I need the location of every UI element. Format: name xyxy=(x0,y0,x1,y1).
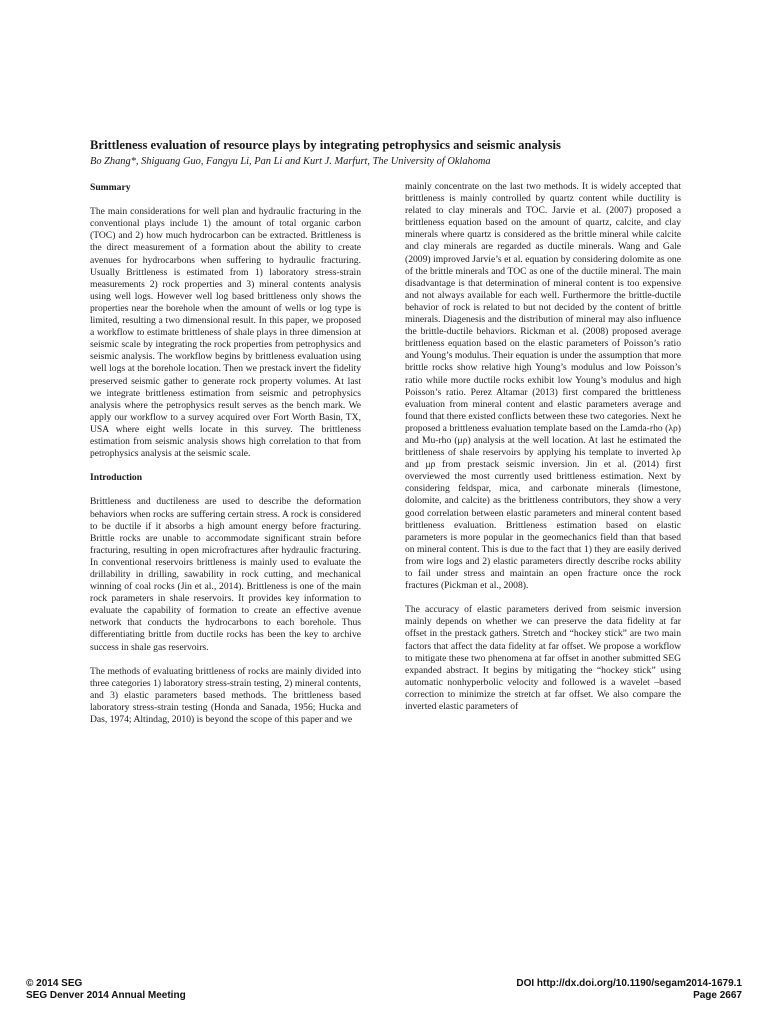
left-column xyxy=(90,182,361,726)
right-column xyxy=(405,181,681,713)
page-number: Page 2667 xyxy=(693,990,742,1001)
introduction-paragraph-2: The methods of evaluating brittleness of rocks are mainly divided into three categories 1) laboratory stress-strain testing, 2) mineral contents, and 3) elastic parameters based methods. The brittleness based laboratory stress-strain testing (Honda and Sanada, 1956; Hucka and Das, 1974; Altindag, 2010) is beyond the scope of this paper and we xyxy=(90,665,361,726)
copyright-text: © 2014 SEG xyxy=(26,978,83,989)
right-paragraph-2: The accuracy of elastic parameters derived from seismic inversion mainly depends on whether we can preserve the data fidelity at far offset in the prestack gathers. Stretch and “hockey stick” are two main factors that affect the data fidelity at far offset. We propose a workflow to mitigate these two phenomena at far offset in another submitted SEG expanded abstract. It begins by mitigating the “hockey stick” using automatic nonhyperbolic velocity and followed is a wavelet –based correction to minimize the stretch at far offset. We also compare the inverted elastic parameters of xyxy=(405,604,681,713)
introduction-paragraph-1: Brittleness and ductileness are used to describe the deformation behaviors when rocks are suffering certain stress. A rock is considered to be ductile if it absorbs a high amount energy before fracturing. Brittle rocks are unable to accommodate significant strain before fracturing, resulting in open microfractures after hydraulic fracturing. In conventional reservoirs brittleness is mainly used to evaluate the drillability in drilling, sawability in rock cutting, and mechanical winning of coal rocks (Jin et al., 2014). Brittleness is one of the main rock parameters in shale reservoirs. It provides key information to evaluate the capability of formation to create an effective avenue network that conducts the hydrocarbons to each borehole. Thus differentiating brittle from ductile rocks has been the key to archive success in shale gas reservoirs. xyxy=(90,496,361,653)
right-paragraph-1: mainly concentrate on the last two methods. It is widely accepted that brittleness is mainly controlled by quartz content while ductility is related to clay minerals and TOC. Jarvie et al. (2007) proposed a brittleness equation based on the amount of quartz, calcite, and clay minerals where quartz is considered as the brittle mineral while calcite and clay minerals are regarded as ductile minerals. Wang and Gale (2009) improved Jarvie’s et al. equation by considering dolomite as one of the brittle minerals and TOC as one of the ductile mineral. The main disadvantage is that determination of mineral content is too expensive and not always available for each well. Furthermore the brittle-ductile behavior of rock is related to but not decided by the content of brittle minerals. Diagenesis and the distribution of mineral may also influence the brittle-ductile behaviors. Rickman et al. (2008) proposed average brittleness equation based on the elastic parameters of Poisson’s ratio and Young’s modulus. Their equation is under the assumption that more brittle rocks show relative high Young’s modulus and low Poisson’s ratio while more ductile rocks exhibit low Young’s modulus and high Poisson’s ratio. Perez Altamar (2013) first compared the brittleness evaluation from mineral content and elastic parameters average and found that there existed conflicts between these two categories. Next he proposed a brittleness evaluation template based on the Lamda-rho (λρ) and Mu-rho (μρ) analysis at the well location. At last he estimated the brittleness of shale reservoirs by applying his template to inverted λρ and μρ from prestack seismic inversion. Jin et al. (2014) first overviewed the most currently used brittleness estimation. Next by considering feldspar, mica, and carbonate minerals (limestone, dolomite, and calcite) as the brittleness contributors, they show a very good correlation between elastic parameters and mineral content based brittleness evaluation. Brittleness estimation based on elastic parameters is more popular in the geomechanics field than that based on mineral content. This is due to the fact that 1) they are easily derived from wire logs and 2) elastic parameters directly describe rocks ability to fail under stress and maintain an open fracture once the rock fractures (Pickman et al., 2008). xyxy=(405,181,681,592)
summary-heading: Summary xyxy=(90,182,131,193)
paper-title: Brittleness evaluation of resource plays by integrating petrophysics and seismic analysis xyxy=(90,138,561,152)
footer-left xyxy=(26,978,186,1002)
introduction-heading: Introduction xyxy=(90,472,143,484)
author-line: Bo Zhang*, Shiguang Guo, Fangyu Li, Pan Li and Kurt J. Marfurt, The University of Oklahoma xyxy=(90,156,491,167)
meeting-name: SEG Denver 2014 Annual Meeting xyxy=(26,990,186,1001)
doi-link[interactable]: DOI http://dx.doi.org/10.1190/segam2014-1679.1 xyxy=(516,978,742,989)
summary-paragraph: The main considerations for well plan and hydraulic fracturing in the conventional plays include 1) the amount of total organic carbon (TOC) and 2) how much hydrocarbon can be extracted. Brittleness is the direct measurement of a formation about the ability to create avenues for hydrocarbons when suffering to hydraulic fracturing. Usually Brittleness is estimated from 1) laboratory stress-strain measurements 2) rock properties and 3) mineral contents analysis using well logs. However well log based brittleness only shows the properties near the borehole when the amount of wells or log type is limited, resulting a two dimensional result. In this paper, we proposed a workflow to estimate brittleness of shale plays in three dimension at seismic scale by integrating the rock properties from petrophysics and seismic analysis. The workflow begins by brittleness evaluation using well logs at the borehole location. Then we prestack invert the fidelity preserved seismic gather to generate rock property volumes. At last we integrate brittleness estimation from seismic and petrophysics analysis where the petrophysics result serves as the bench mark. We apply our workflow to a survey acquired over Fort Worth Basin, TX, USA where eight wells locate in this survey. The brittleness estimation from seismic analysis shows high correlation to that from petrophysics analysis at the seismic scale. xyxy=(90,206,361,460)
footer-right xyxy=(516,978,742,1002)
